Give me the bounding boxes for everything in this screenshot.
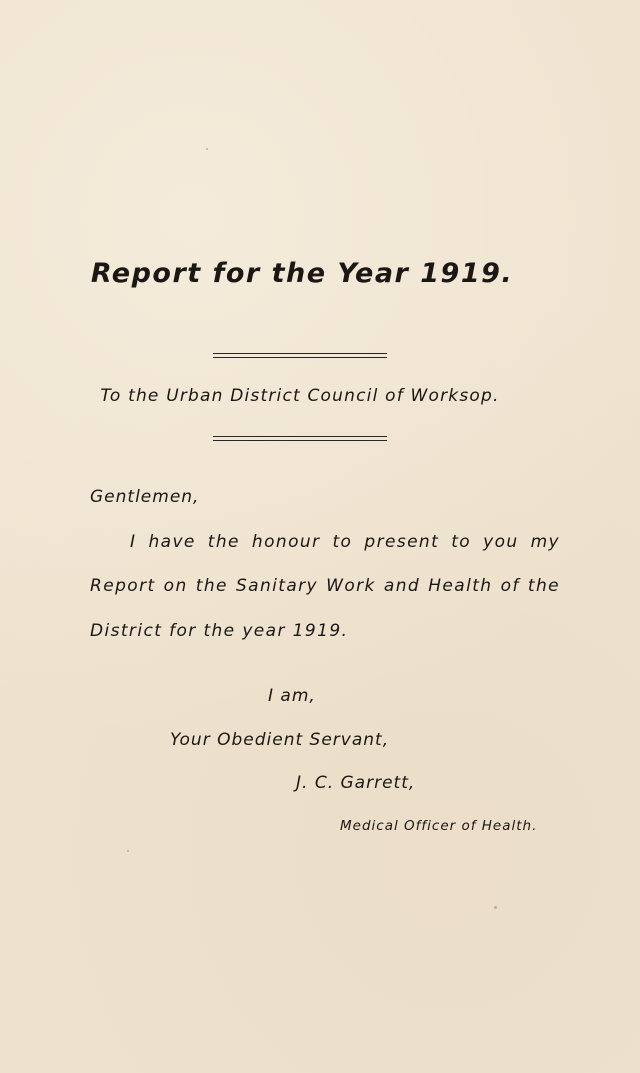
double-rule-bottom: [213, 436, 387, 441]
paper-speck: [206, 148, 208, 150]
paper-speck: [127, 850, 129, 852]
double-rule-top: [213, 353, 387, 358]
closing-line-2: Your Obedient Servant,: [170, 730, 390, 750]
body-line-2: Report on the Sanitary Work and Health of the: [90, 576, 560, 596]
signature: J. C. Garrett,: [296, 773, 416, 793]
closing-line-1: I am,: [268, 686, 316, 706]
body-line-3: District for the year 1919.: [90, 621, 349, 641]
signatory-designation: Medical Officer of Health.: [340, 818, 538, 834]
report-title: Report for the Year 1919.: [90, 258, 514, 289]
addressee-line: To the Urban District Council of Worksop.: [100, 386, 500, 406]
paper-speck: [494, 906, 497, 909]
body-line-1: I have the honour to present to you my: [130, 532, 560, 552]
salutation: Gentlemen,: [90, 487, 200, 507]
